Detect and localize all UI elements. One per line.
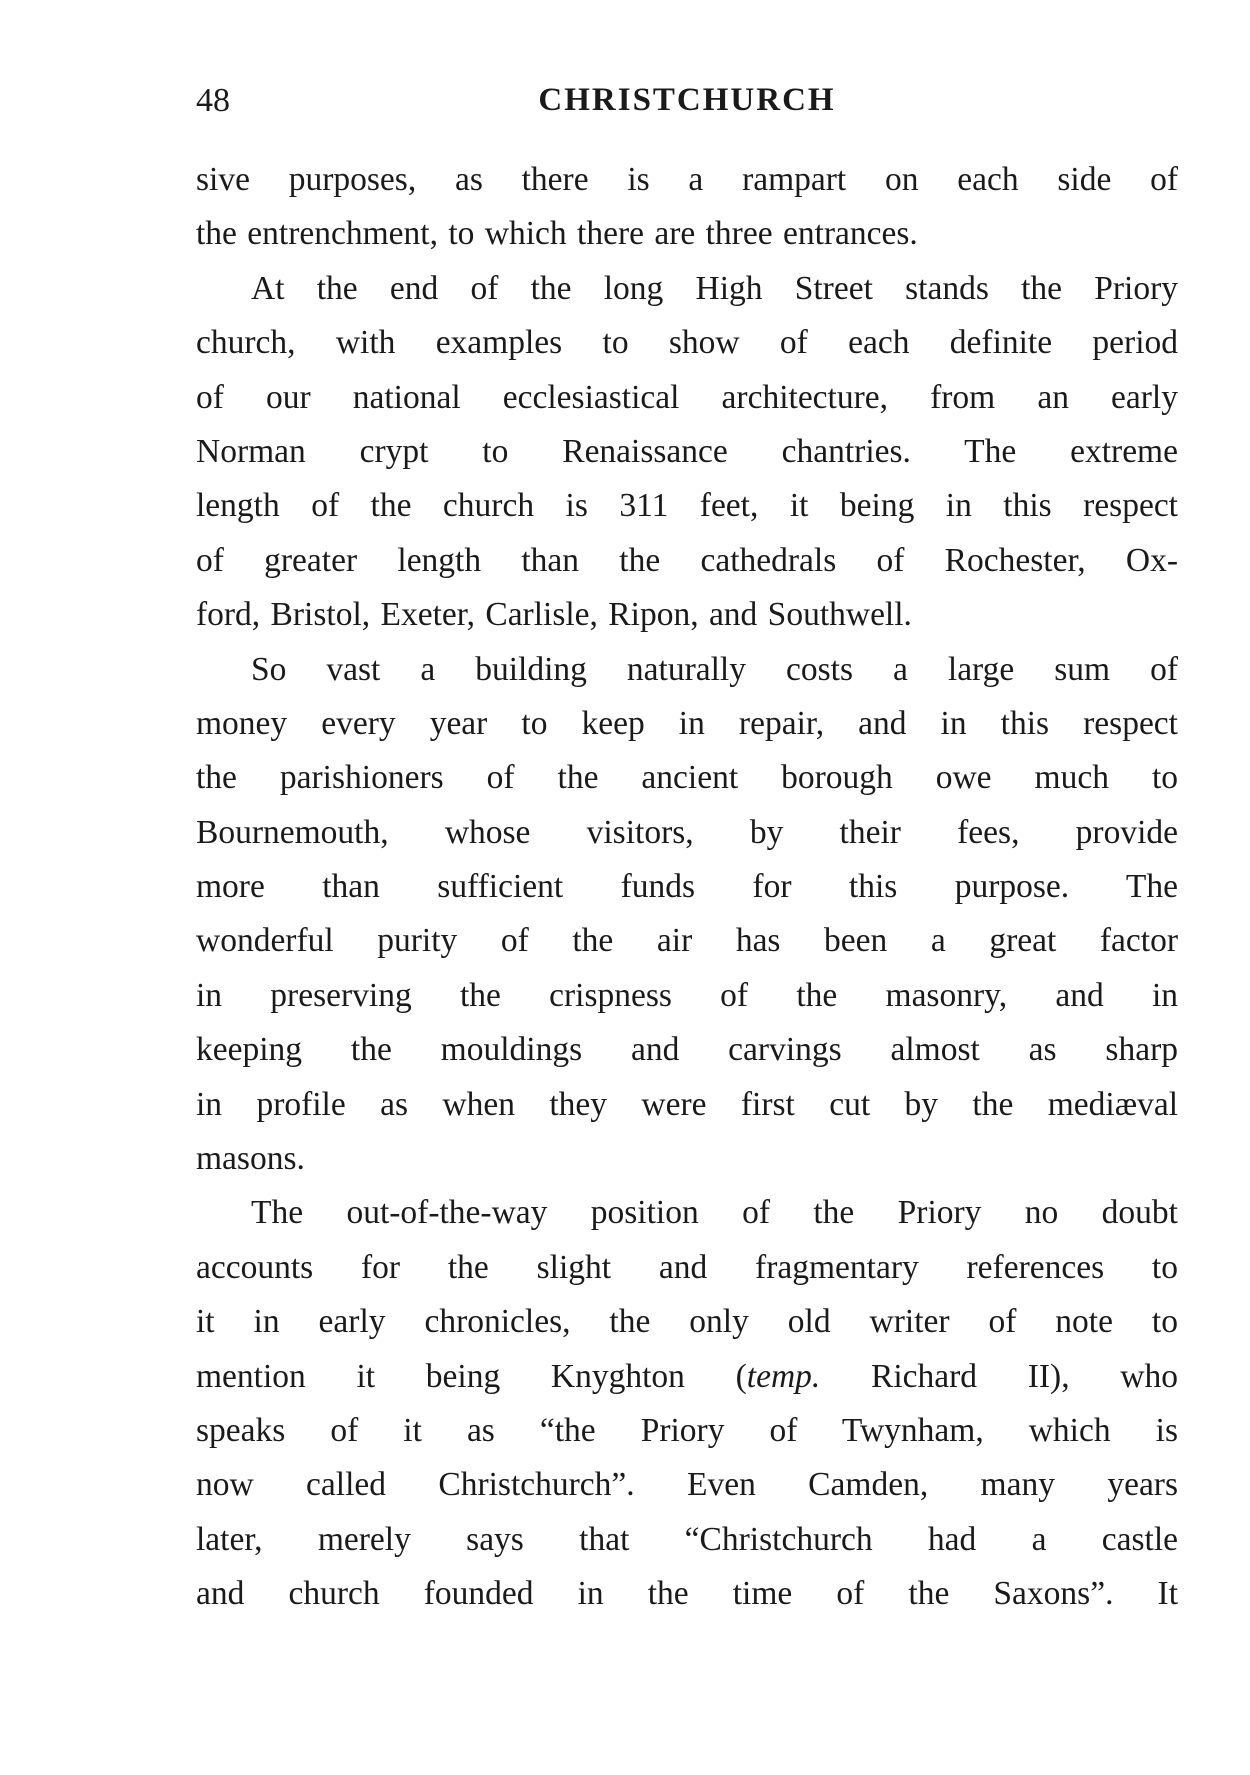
text-line: now called Christchurch”. Even Camden, many years bbox=[196, 1466, 1178, 1504]
italic-text: temp. bbox=[746, 1357, 821, 1395]
text-segment: Richard II), who bbox=[820, 1357, 1178, 1395]
text-line: it in early chronicles, the only old writer of note to bbox=[196, 1303, 1178, 1341]
paragraph bbox=[196, 643, 1178, 1187]
paragraph bbox=[196, 262, 1178, 643]
text-line: church, with examples to show of each definite period bbox=[196, 324, 1178, 362]
text-line: ford, Bristol, Exeter, Carlisle, Ripon, and Southwell. bbox=[196, 596, 912, 634]
text-line: sive purposes, as there is a rampart on each side of bbox=[196, 161, 1178, 198]
text-line: So vast a building naturally costs a large sum of bbox=[251, 650, 1178, 688]
text-line bbox=[196, 1350, 1178, 1404]
text-line: At the end of the long High Street stands the Priory bbox=[251, 269, 1178, 307]
text-line: Norman crypt to Renaissance chantries. The extreme bbox=[196, 432, 1178, 470]
text-line: later, merely says that “Christchurch had a castle bbox=[196, 1520, 1178, 1558]
text-line: masons. bbox=[196, 1140, 305, 1178]
paragraph bbox=[196, 1186, 1178, 1621]
paragraph bbox=[196, 153, 1178, 262]
text-line: in profile as when they were first cut by the mediæval bbox=[196, 1085, 1178, 1123]
text-line: length of the church is 311 feet, it being in this respect bbox=[196, 487, 1178, 525]
text-line: more than sufficient funds for this purpose. The bbox=[196, 868, 1178, 906]
text-segment: mention it being Knyghton ( bbox=[196, 1357, 747, 1395]
text-line: in preserving the crispness of the masonry, and in bbox=[196, 976, 1178, 1014]
text-line: and church founded in the time of the Saxons”. It bbox=[196, 1575, 1178, 1613]
text-line: accounts for the slight and fragmentary references to bbox=[196, 1248, 1178, 1286]
page-number: 48 bbox=[196, 82, 230, 119]
text-line: money every year to keep in repair, and in this respect bbox=[196, 704, 1178, 742]
text-line: Bournemouth, whose visitors, by their fees, provide bbox=[196, 813, 1178, 851]
text-line: wonderful purity of the air has been a great factor bbox=[196, 922, 1178, 960]
text-line: keeping the mouldings and carvings almost as sharp bbox=[196, 1031, 1178, 1069]
page-header bbox=[196, 82, 1178, 132]
running-title: CHRISTCHURCH bbox=[538, 82, 836, 118]
text-line: of greater length than the cathedrals of Rochester, Ox- bbox=[196, 541, 1178, 579]
page-body bbox=[196, 153, 1178, 1622]
text-line: The out-of-the-way position of the Priory no doubt bbox=[251, 1194, 1178, 1232]
text-line: of our national ecclesiastical architecture, from an early bbox=[196, 378, 1178, 416]
text-line: the parishioners of the ancient borough owe much to bbox=[196, 759, 1178, 797]
text-line: the entrenchment, to which there are three entrances. bbox=[196, 215, 918, 253]
text-line: speaks of it as “the Priory of Twynham, which is bbox=[196, 1411, 1178, 1449]
